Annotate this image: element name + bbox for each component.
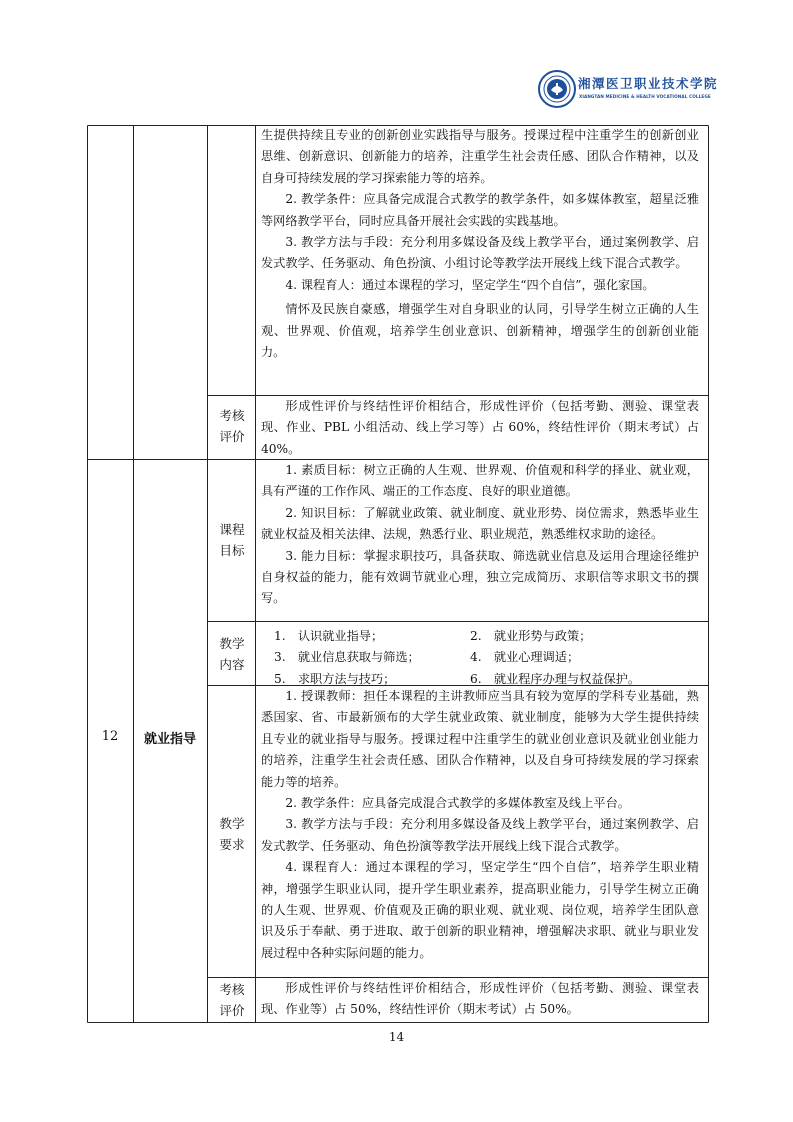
page-number: 14 — [388, 1030, 405, 1044]
prev-requirements-para: 情怀及民族自豪感，增强学生对自身职业的认同，引导学生树立正确的人生观、世界观、价值观，培养学生创业意识、创新精神，增强学生的创新创业能力。 — [261, 302, 699, 360]
school-emblem-icon — [538, 70, 576, 108]
objectives-label: 课程 目标 — [219, 522, 245, 558]
content-row — [274, 647, 704, 668]
content-item: 2. 就业形势与政策； — [470, 629, 592, 643]
school-name-en: XIANGTAN MEDICINE & HEALTH VOCATIONAL COLLEGE — [579, 94, 711, 99]
requirement-item: 4. 课程育人：通过本课程的学习，坚定学生“四个自信”，培养学生职业精神，增强学生职业认同，提升学生职业素养，提高职业能力，引导学生树立正确的人生观、世界观、价值观及正确的职业观、就业观、岗位观，培养学生团队意识及乐于奉献、勇于进取、敢于创新的职业精神，增强解决求职、就业与职业发展过程中各种实际问题的能力。 — [261, 860, 699, 960]
content-item: 5. 求职方法与技巧； — [274, 671, 396, 686]
prev-requirements-para: 2. 教学条件：应具备完成混合式教学的教学条件，如多媒体教室，超星泛雅等网络教学平台，同时应具备开展社会实践的实践基地。 — [261, 192, 699, 228]
course-name: 就业指导 — [143, 732, 196, 747]
prev-assessment-text: 形成性评价与终结性评价相结合，形成性评价（包括考勤、测验、课堂表现、作业、PBL 小组活动、线上学习等）占 60%，终结性评价（期末考试）占 40%。 — [261, 399, 699, 456]
content-item: 1. 认识就业指导； — [274, 629, 384, 643]
content-item: 3. 就业信息获取与筛选； — [274, 650, 420, 665]
requirement-item: 2. 教学条件：应具备完成混合式教学的多媒体教室及线上平台。 — [285, 796, 630, 811]
content-list — [274, 626, 704, 690]
prev-requirements-para: 4. 课程育人：通过本课程的学习，坚定学生“四个自信”，强化家国。 — [285, 277, 655, 292]
content-row — [274, 626, 704, 647]
assessment-text: 形成性评价与终结性评价相结合，形成性评价（包括考勤、测验、课堂表现、作业等）占 50%，终结性评价（期末考试）占 50%。 — [261, 981, 699, 1017]
requirements-label: 教学 要求 — [219, 816, 245, 852]
requirements-text — [261, 686, 699, 964]
prev-assessment-label: 考核 评价 — [219, 408, 245, 444]
school-logo — [528, 70, 728, 110]
content-row — [274, 669, 704, 690]
prev-requirements-para: 生提供持续且专业的创新创业实践指导与服务。授课过程中注重学生的创新创业思维、创新意识、创新能力的培养，注重学生社会责任感、团队合作精神，以及自身可持续发展的学习探索能力等的培养。 — [261, 128, 699, 185]
content-item: 6. 就业程序办理与权益保护。 — [470, 671, 641, 686]
prev-requirements — [261, 125, 699, 363]
objective-item: 1. 素质目标：树立正确的人生观、世界观、价值观和科学的择业、就业观，具有严谨的工作作风、端正的工作态度、良好的职业道德。 — [261, 463, 699, 499]
objectives-text — [261, 460, 699, 610]
course-table — [87, 125, 709, 1023]
assessment-label: 考核 评价 — [219, 982, 245, 1018]
content-label: 教学 内容 — [219, 636, 245, 672]
course-number: 12 — [101, 729, 119, 744]
prev-requirements-para: 3. 教学方法与手段：充分利用多媒设备及线上教学平台，通过案例教学、启发式教学、任务驱动、角色扮演、小组讨论等教学法开展线上线下混合式教学。 — [261, 235, 699, 271]
school-name-cn: 湘潭医卫职业技术学院 — [578, 76, 719, 91]
content-item: 4. 就业心理调适； — [470, 650, 580, 665]
objective-item: 3. 能力目标：掌握求职技巧，具备获取、筛选就业信息及运用合理途径维护自身权益的能力，能有效调节就业心理，独立完成简历、求职信等求职文书的撰写。 — [261, 548, 699, 606]
requirement-item: 3. 教学方法与手段：充分利用多媒设备及线上教学平台，通过案例教学、启发式教学、任务驱动、角色扮演等教学法开展线上线下混合式教学。 — [261, 817, 699, 853]
objective-item: 2. 知识目标：了解就业政策、就业制度、就业形势、岗位需求，熟悉毕业生就业权益及相关法律、法规，熟悉行业、职业规范，熟悉维权求助的途径。 — [261, 505, 699, 542]
requirement-item: 1. 授课教师：担任本课程的主讲教师应当具有较为宽厚的学科专业基础，熟悉国家、省、市最新颁布的大学生就业政策、就业制度，能够为大学生提供持续且专业的就业指导与服务。授课过程中注重学生的就业创业意识及就业创业能力的培养，注重学生社会责任感、团队合作精神，以及自身可持续发展的学习探索能力等的培养。 — [261, 689, 699, 789]
